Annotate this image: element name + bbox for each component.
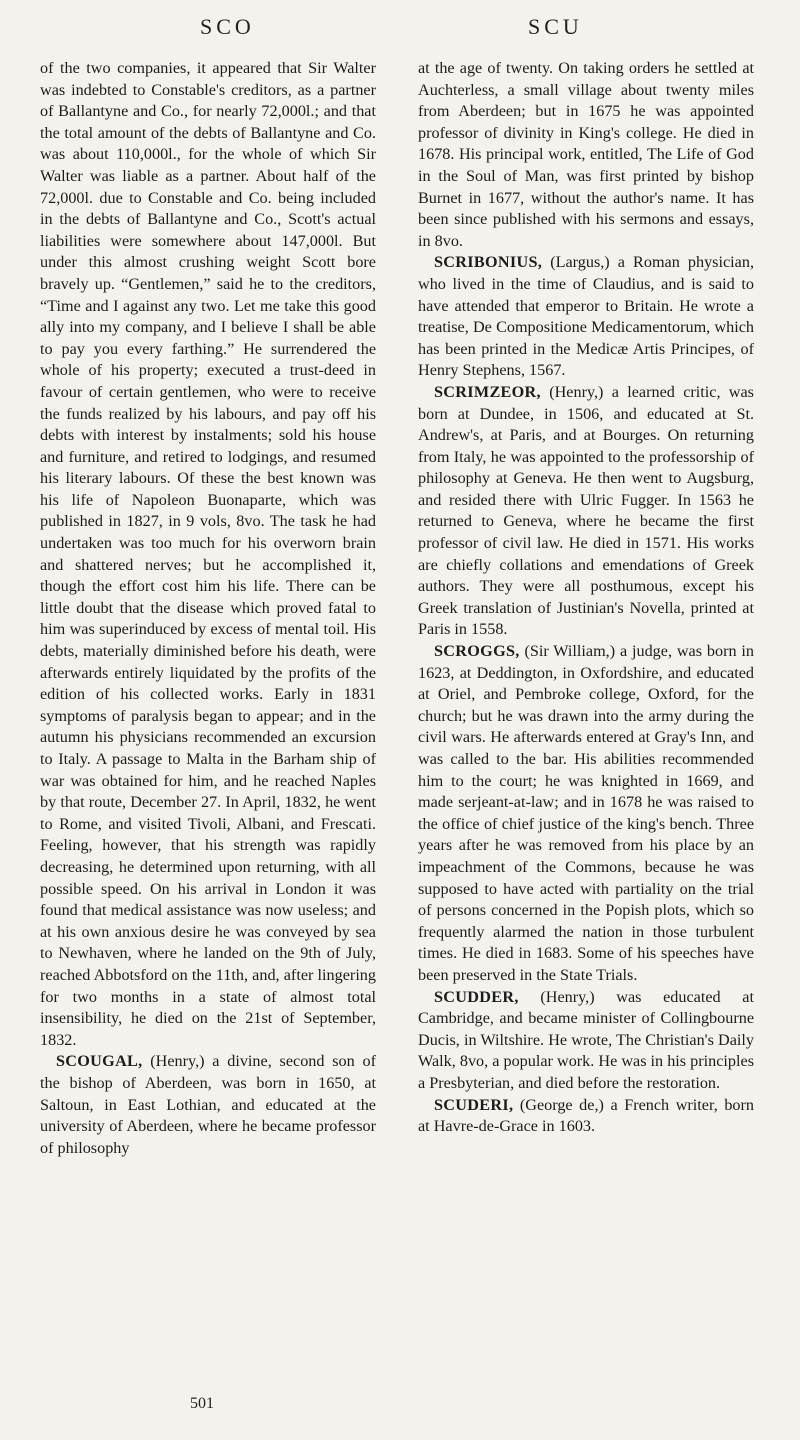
entry-scuderi bbox=[418, 1095, 754, 1138]
headword-scrimzeor: SCRIMZEOR, bbox=[434, 382, 541, 401]
headword-scroggs: SCROGGS, bbox=[434, 642, 520, 661]
entry-scougal-text: (Henry,) a divine, second son of the bishop of Aberdeen, was born in 1650, at Saltoun, in East Lothian, and educated at the university of Aberdeen, where he became professor of philosophy bbox=[40, 1052, 376, 1157]
headword-scudder: SCUDDER, bbox=[434, 987, 519, 1006]
headword-scribonius: SCRIBONIUS, bbox=[434, 253, 543, 272]
entry-scribonius-text: (Largus,) a Roman physician, who lived in the time of Claudius, and is said to have attended that emperor to Britain. He wrote a treatise, De Compositione Medicamentorum, which has been printed in the Medicæ Artis Principes, of Henry Stephens, 1567. bbox=[418, 253, 754, 380]
running-head-left: SCO bbox=[200, 14, 255, 39]
page-number: 501 bbox=[190, 1395, 214, 1412]
entry-scrimzeor-text: (Henry,) a learned critic, was born at Dundee, in 1506, and educated at St. Andrew's, at Paris, and at Bourges. On returning from Italy, he was appointed to the professorship of philosophy at Geneva. He then went to Augsburg, and resided there with Ulric Fugger. In 1563 he returned to Geneva, where he became the first professor of civil law. He died in 1571. His works are chiefly collations and emendations of Greek authors. They were all posthumous, except his Greek translation of Justinian's Novella, printed at Paris in 1558. bbox=[418, 382, 754, 639]
entry-scroggs-text: (Sir William,) a judge, was born in 1623, at Deddington, in Oxfordshire, and educated at Oriel, and Pembroke college, Oxford, for the church; but he was drawn into the army during the civil wars. He afterwards entered at Gray's Inn, and was called to the bar. His abilities recommended him to the court; he was knighted in 1669, and made serjeant-at-law; and in 1678 he was raised to the office of chief justice of the king's bench. Three years after he was removed from his place by an impeachment of the Commons, because he was supposed to have acted with partiality on the trial of persons concerned in the Popish plots, which so frequently alarmed the nation in those turbulent times. He died in 1683. Some of his speeches have been preserved in the State Trials. bbox=[418, 642, 754, 984]
running-head-right: SCU bbox=[528, 14, 583, 39]
headword-scuderi: SCUDERI, bbox=[434, 1095, 514, 1114]
entry-scudder-text: (Henry,) was educated at Cambridge, and became minister of Collingbourne Ducis, in Wiltshire. He wrote, The Christian's Daily Walk, 8vo, a popular work. He was in his principles a Presbyterian, and died before the restoration. bbox=[418, 987, 754, 1092]
entry-scroggs bbox=[418, 641, 754, 987]
entry-scuderi-text: (George de,) a French writer, born at Havre-de-Grace in 1603. bbox=[418, 1095, 754, 1136]
entry-scrimzeor bbox=[418, 382, 754, 641]
entry-scudder bbox=[418, 987, 754, 1095]
scougal-continuation-paragraph: at the age of twenty. On taking orders he settled at Auchterless, a small village about twenty miles from Aberdeen; but in 1675 he was appointed professor of divinity in King's college. He died in 1678. His principal work, entitled, The Life of God in the Soul of Man, was first printed by bishop Burnet in 1677, without the author's name. It has been since published with his sermons and essays, in 8vo. bbox=[418, 59, 754, 250]
scott-continuation-paragraph: of the two companies, it appeared that Sir Walter was indebted to Constable's creditors, as a partner of Ballantyne and Co., for nearly 72,000l.; and that the total amount of the debts of Ballantyne and Co. was about 110,000l., for the whole of which Sir Walter was liable as a partner. About half of the 72,000l. due to Constable and Co. being included in the debts of Ballantyne and Co., Scott's actual liabilities were somewhere about 147,000l. But under this almost crushing weight Scott bore bravely up. “Gentlemen,” said he to the creditors, “Time and I against any two. Let me take this good ally into my company, and I believe I shall be able to pay you every farthing.” He surrendered the whole of his property; executed a trust-deed in favour of certain gentlemen, who were to receive the funds realized by his labours, and pay off his debts with interest by instalments; sold his house and furniture, and retired to lodgings, and resumed his literary labours. Of these the best known was his life of Napoleon Buonaparte, which was published in 1827, in 9 vols, 8vo. The task he had undertaken was too much for his overworn brain and shattered nerves; but he accomplished it, though the effort cost him his life. There can be little doubt that the disease which proved fatal to him was superinduced by excess of mental toil. His debts, materially diminished before his death, were afterwards entirely liquidated by the profits of the edition of his collected works. Early in 1831 symptoms of paralysis began to appear; and in the autumn his physicians recommended an excursion to Italy. A passage to Malta in the Barham ship of war was obtained for him, and he reached Naples by that route, December 27. In April, 1832, he went to Rome, and visited Tivoli, Albani, and Frescati. Feeling, however, that his strength was rapidly decreasing, he determined upon returning, with all possible speed. On his arrival in London it was found that medical assistance was now useless; and at his own anxious desire he was conveyed by sea to Newhaven, where he landed on the 9th of July, reached Abbotsford on the 11th, and, after lingering for two months in a state of almost total insensibility, he died on the 21st of September, 1832. bbox=[40, 59, 376, 1049]
entry-scougal bbox=[40, 1051, 376, 1159]
headword-scougal: SCOUGAL, bbox=[56, 1052, 143, 1071]
left-column bbox=[40, 58, 376, 1159]
entry-scribonius bbox=[418, 252, 754, 382]
right-column bbox=[418, 58, 754, 1138]
